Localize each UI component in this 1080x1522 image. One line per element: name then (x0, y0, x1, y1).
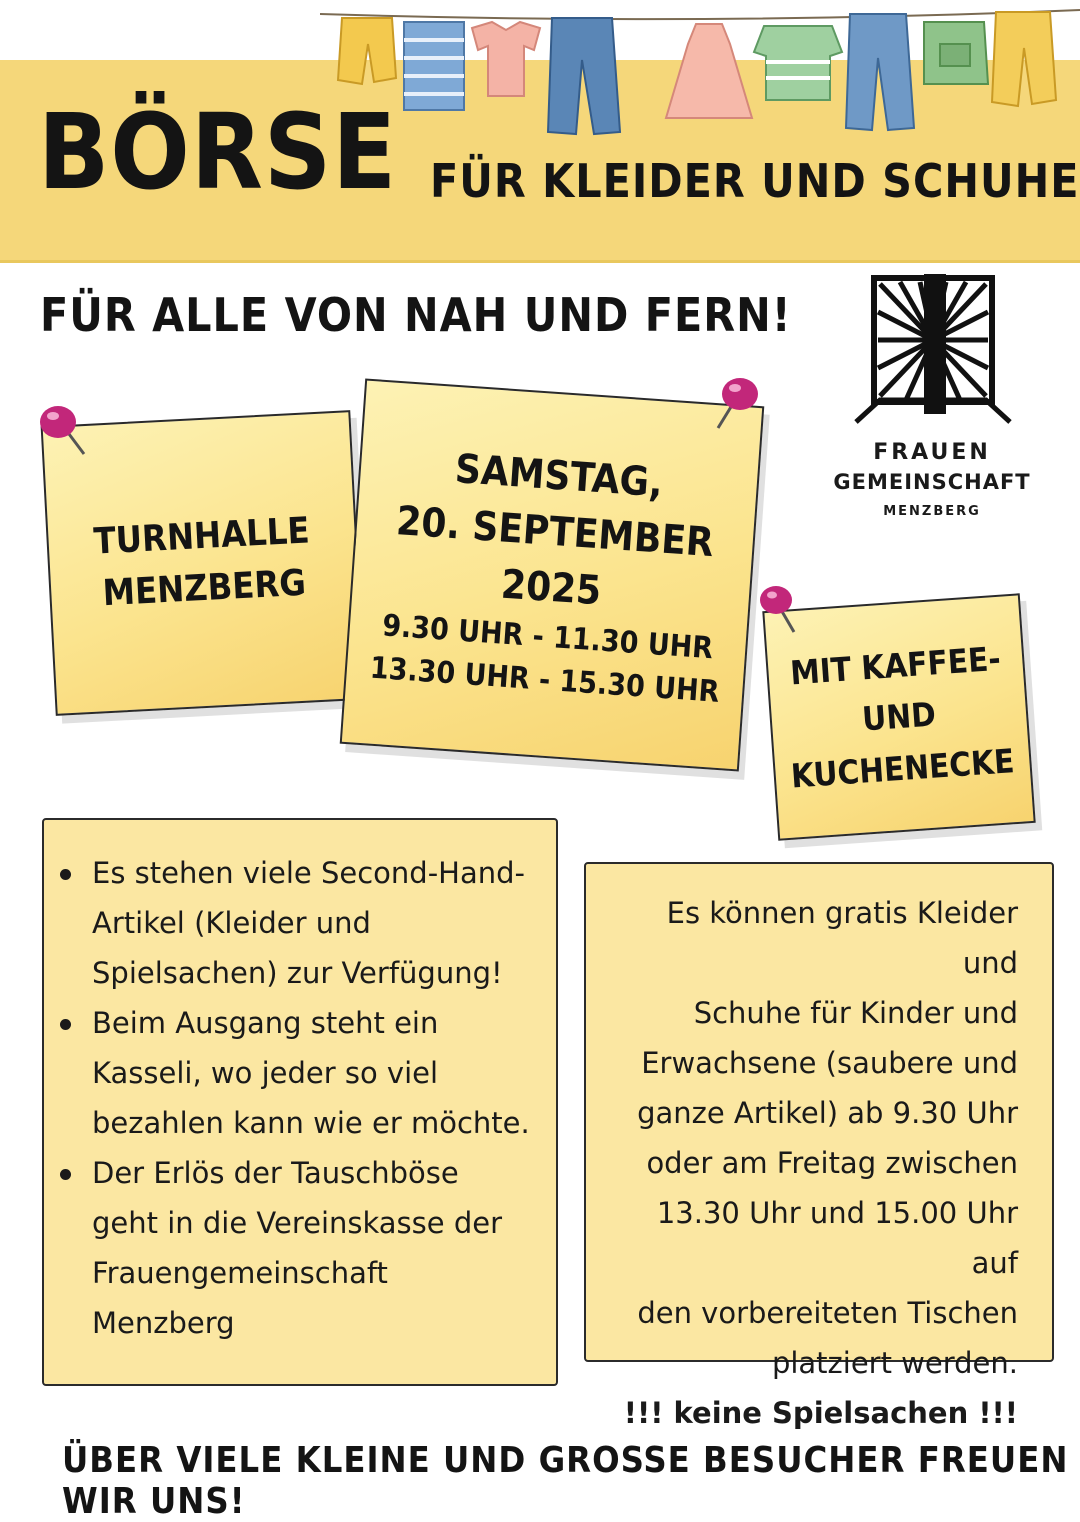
date-day: SAMSTAG, (453, 445, 665, 506)
text-line: Menzberg (92, 1306, 235, 1340)
text-line: ganze Artikel) ab 9.30 Uhr (637, 1096, 1018, 1130)
text-line: Kasseli, wo jeder so viel (92, 1056, 439, 1090)
info-box-right (584, 862, 1054, 1430)
cafe-line: MIT KAFFEE- (788, 639, 1002, 693)
warning-text: !!! keine Spielsachen !!! (623, 1396, 1018, 1430)
pushpin-icon (706, 372, 766, 432)
dungarees-icon (924, 22, 988, 84)
text-line: Es können gratis Kleider und (666, 896, 1018, 980)
venue-line: TURNHALLE (92, 510, 311, 563)
tshirt-icon (472, 22, 540, 96)
info-box-left (42, 818, 558, 1386)
jeans-icon (548, 18, 620, 134)
date-date: 20. SEPTEMBER (394, 497, 716, 566)
date-year: 2025 (499, 561, 603, 614)
logo-text-menzberg: MENZBERG (883, 504, 981, 519)
pushpin-icon (752, 580, 812, 640)
page-subtitle: FÜR KLEIDER UND SCHUHE (430, 154, 1080, 208)
cafe-line: KUCHENECKE (789, 740, 1016, 796)
shorts-icon (338, 18, 396, 84)
text-line: 13.30 Uhr und 15.00 Uhr auf (656, 1196, 1018, 1280)
bullet-item (82, 1148, 538, 1348)
text-line: Beim Ausgang steht ein (92, 1006, 439, 1040)
jeans-icon (846, 14, 914, 130)
bullet-item (82, 998, 538, 1148)
shirt-icon (404, 22, 464, 110)
tagline: FÜR ALLE VON NAH UND FERN! (40, 288, 792, 342)
time-slot: 9.30 UHR - 11.30 UHR (381, 607, 715, 666)
text-line: Der Erlös der Tauschböse (92, 1156, 459, 1190)
frauengemeinschaft-logo (800, 272, 1064, 542)
text-line: Spielsachen) zur Verfügung! (92, 956, 503, 990)
date-note (340, 378, 765, 771)
logo-text-gemeinschaft: GEMEINSCHAFT (833, 470, 1031, 494)
cafe-line: UND (860, 694, 938, 739)
time-slot: 13.30 UHR - 15.30 UHR (368, 650, 721, 710)
text-line: Erwachsene (saubere und (641, 1046, 1018, 1080)
bullet-item (82, 848, 538, 998)
dress-icon (666, 24, 752, 118)
footer-text: ÜBER VIELE KLEINE UND GROSSE BESUCHER FREUEN WIR UNS! (62, 1440, 1069, 1522)
striped-shirt-icon (754, 26, 842, 100)
venue-line: MENZBERG (101, 562, 307, 615)
clothesline-illustration (320, 0, 1080, 145)
text-line: den vorbereiteten Tischen (637, 1296, 1018, 1330)
text-line: Es stehen viele Second-Hand- (92, 856, 525, 890)
text-line: platziert werden. (771, 1346, 1018, 1380)
pushpin-icon (34, 400, 94, 460)
text-line: Artikel (Kleider und (92, 906, 371, 940)
pants-icon (992, 12, 1056, 106)
page-title: BÖRSE (38, 91, 398, 213)
text-line: bezahlen kann wie er möchte. (92, 1106, 530, 1140)
text-line: geht in die Vereinskasse der (92, 1206, 503, 1240)
door-sunburst-icon (800, 272, 1064, 432)
text-line: oder am Freitag zwischen (646, 1146, 1018, 1180)
text-line: Schuhe für Kinder und (693, 996, 1018, 1030)
logo-text-frauen: FRAUEN (873, 440, 991, 465)
text-line: Frauengemeinschaft (92, 1256, 388, 1290)
